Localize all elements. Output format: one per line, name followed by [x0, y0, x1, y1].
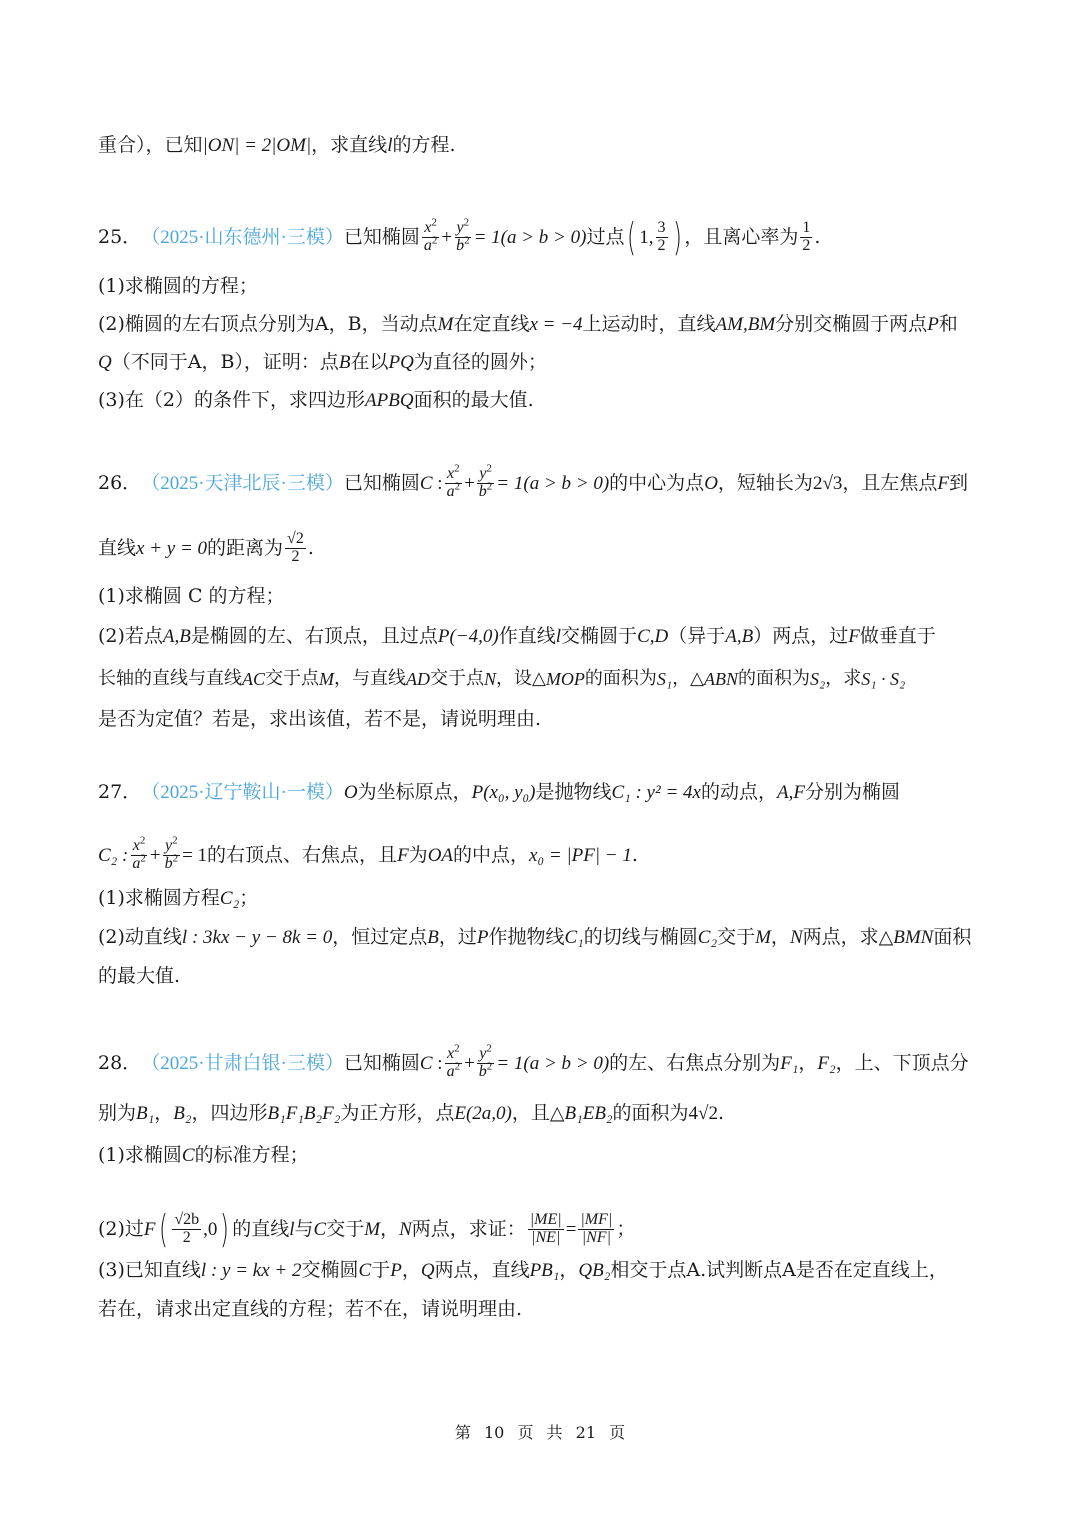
t: 交椭圆于	[561, 625, 638, 647]
footer-a: 第	[454, 1423, 471, 1442]
var-y: y	[479, 1045, 487, 1062]
t: ，	[559, 1259, 579, 1281]
t: = 1	[182, 844, 208, 866]
t: C₁	[564, 927, 584, 948]
t: ，与直线	[334, 668, 407, 689]
t: 面积	[933, 926, 972, 948]
t: E(2a,0)	[454, 1103, 512, 1124]
t: 是椭圆的左、右顶点，且过点	[190, 625, 438, 647]
q27-frac-y	[163, 834, 181, 873]
q28-stem-cont	[98, 1104, 984, 1123]
page-total: 21	[575, 1423, 597, 1442]
t: S₁	[656, 669, 673, 689]
t: |NF|	[581, 1228, 611, 1246]
t: ，	[770, 926, 790, 948]
t: A,F	[776, 782, 805, 803]
t: O	[704, 472, 718, 494]
t: AD	[406, 669, 431, 689]
q26-number: 26．	[98, 471, 142, 494]
t: 为	[408, 843, 428, 866]
t: √2b	[174, 1210, 200, 1228]
t: 的面积为	[737, 668, 810, 689]
var-a: a	[446, 1062, 455, 1080]
t: 于	[371, 1259, 391, 1281]
t: ，且△	[511, 1102, 565, 1124]
t: M	[364, 1218, 381, 1240]
t: Q	[420, 1260, 435, 1281]
t: 在以	[350, 351, 389, 373]
q27-stem	[98, 783, 984, 802]
q28-ratio1	[528, 1212, 564, 1247]
q25-ecc-frac	[800, 220, 812, 255]
var-x: x	[424, 218, 432, 236]
t: C₂ :	[98, 844, 129, 866]
t: (2)过	[98, 1217, 144, 1240]
t: 长轴的直线与直线	[98, 668, 242, 689]
t: (2)若点	[98, 625, 163, 647]
plus: +	[464, 1052, 475, 1074]
var-x: x	[447, 465, 455, 482]
t: 的左、右焦点分别为	[609, 1051, 781, 1074]
t: （不同于A，B），证明：点	[111, 351, 339, 373]
t: 为坐标原点，	[357, 781, 472, 803]
t: 已知椭圆	[343, 1051, 420, 1074]
t: ，	[380, 1217, 400, 1240]
q28-focus-frac	[172, 1212, 201, 1247]
q28-part3-end	[98, 1300, 984, 1319]
t: 别为	[98, 1102, 137, 1124]
t: C₂	[697, 927, 718, 948]
t: AM,BM	[715, 314, 776, 335]
t: C	[419, 472, 433, 494]
t: 交于	[717, 926, 756, 948]
sup-2: 2	[486, 1042, 492, 1055]
t: 的面积为	[584, 668, 657, 689]
q26-frac-x	[445, 462, 463, 501]
t: 交于点	[265, 668, 320, 689]
t: 交于	[326, 1217, 365, 1240]
top-eq: |ON| = 2|OM|	[202, 135, 312, 156]
q28-part2	[98, 1207, 984, 1251]
t: (2)动直线	[98, 926, 182, 948]
t: 到	[949, 471, 969, 494]
t: N	[399, 1218, 412, 1240]
q25-p1: (1)求椭圆的方程；	[98, 275, 258, 297]
plus: +	[441, 226, 453, 248]
t: S₂	[809, 669, 826, 689]
t: P	[927, 314, 939, 335]
t: （异于	[668, 625, 726, 647]
t: O	[343, 782, 358, 803]
t: ；	[239, 887, 259, 909]
q25-stem-pre: 已知椭圆	[343, 225, 420, 248]
q25-point-num: 3	[657, 218, 666, 236]
sup-2: 2	[140, 852, 146, 865]
var-x: x	[132, 837, 140, 854]
t: F₂	[817, 1052, 836, 1074]
t: ）两点，过	[753, 625, 849, 647]
sup-2: 2	[172, 834, 178, 847]
q25-ecc: ，且离心率为	[684, 225, 799, 248]
t: (1)求椭圆方程	[98, 887, 220, 909]
t: x = −4	[529, 314, 583, 335]
q28-part3	[98, 1261, 984, 1280]
q25-cond: = 1(a > b > 0)	[473, 226, 587, 248]
t: 的标准方程；	[194, 1144, 309, 1166]
t: B	[427, 927, 439, 948]
t: F	[397, 844, 409, 866]
t: x₀ = |PF| − 1	[529, 844, 632, 866]
top-l: l	[387, 135, 393, 156]
plus: +	[464, 472, 475, 494]
t: M	[437, 314, 454, 335]
sup-2: 2	[486, 1060, 493, 1073]
t: N	[789, 927, 803, 948]
t: C	[181, 1145, 195, 1166]
t: ，△	[672, 668, 704, 689]
t: .	[717, 1102, 725, 1124]
q25-part3	[98, 391, 984, 410]
t: QB₂	[578, 1260, 611, 1281]
t: 上运动时，直线	[582, 313, 716, 335]
q28-frac-y	[477, 1042, 495, 1081]
t: √2	[287, 530, 304, 547]
t: 为直径的圆外；	[413, 351, 547, 373]
q25-ecc-den: 2	[802, 236, 811, 254]
t: C,D	[637, 626, 669, 647]
page-footer	[0, 1420, 1080, 1443]
t: C	[419, 1052, 433, 1074]
t: ，求	[825, 668, 862, 689]
t: 作抛物线	[488, 926, 565, 948]
sup-2: 2	[454, 1060, 461, 1073]
t: 相交于点A.试判断点A是否在定直线上，	[610, 1259, 948, 1281]
t: B₁	[136, 1103, 155, 1124]
t: 的中心为点	[609, 471, 705, 494]
sup-2: 2	[139, 834, 146, 847]
t: 与	[294, 1217, 314, 1240]
t: .	[307, 536, 314, 559]
q27-number: 27．	[98, 781, 142, 803]
q27-stem-cont	[98, 834, 984, 873]
t: C₁ : y² = 4x	[611, 782, 701, 803]
footer-c: 共	[546, 1423, 563, 1442]
q28-ratio2	[578, 1212, 614, 1247]
t: 分别为椭圆	[804, 781, 900, 803]
t: APBQ	[365, 390, 414, 411]
t: l	[555, 626, 562, 647]
t: 的直线	[232, 1217, 290, 1240]
t: PB₁	[529, 1260, 560, 1281]
q28-source: （2025·甘肃白银·三模）	[141, 1052, 344, 1074]
t: 的中点，	[453, 843, 530, 866]
q27-frac-x	[130, 834, 148, 873]
t: 的动点，	[700, 781, 777, 803]
t: M	[755, 927, 771, 948]
q27-part2-end	[98, 967, 984, 986]
t: (1)求椭圆 C 的方程；	[98, 585, 285, 607]
t: B₂	[173, 1103, 192, 1124]
t: ，	[798, 1051, 818, 1074]
t: (1)求椭圆	[98, 1144, 182, 1166]
t: AC	[242, 669, 266, 689]
t: ,0	[203, 1218, 218, 1240]
footer-b: 页	[517, 1423, 534, 1442]
t: MOP	[545, 669, 585, 689]
q27-part1	[98, 889, 984, 908]
t: 4√2	[688, 1103, 718, 1124]
t: |ME|	[529, 1210, 562, 1228]
t: A,B	[725, 626, 754, 647]
t: ，短轴长为	[717, 471, 813, 494]
t: 已知椭圆	[343, 471, 420, 494]
t: A,B	[162, 626, 191, 647]
q28-part1	[98, 1146, 984, 1165]
var-y: y	[165, 837, 173, 854]
t: ，恒过定点	[332, 926, 428, 948]
sup-2: 2	[431, 234, 438, 247]
t: ，	[154, 1102, 174, 1124]
q26-stem-cont	[98, 531, 984, 566]
t: S₁ · S₂	[861, 669, 906, 689]
sup-2: 2	[454, 1042, 460, 1055]
t: ，	[401, 1259, 421, 1281]
t: 面积的最大值.	[413, 389, 534, 411]
t: .	[631, 843, 638, 866]
t: F	[848, 626, 860, 647]
q26-dist-frac	[285, 531, 306, 566]
q25-point-frac	[656, 220, 668, 255]
t: =	[565, 1218, 577, 1240]
t: 在定直线	[453, 313, 530, 335]
t: N	[484, 669, 497, 689]
var-b: b	[478, 1062, 487, 1080]
t: 是抛物线	[535, 781, 612, 803]
t: 作直线	[498, 625, 556, 647]
sup-2: 2	[454, 480, 461, 493]
q25-number: 25．	[98, 225, 142, 248]
t: PQ	[388, 352, 414, 373]
t: F	[143, 1218, 156, 1240]
t: ；	[616, 1217, 636, 1240]
sup-2: 2	[454, 462, 460, 475]
page-number: 10	[483, 1423, 505, 1442]
q27-part2	[98, 928, 984, 947]
q25-ecc-num: 1	[802, 218, 811, 236]
t: B₁EB₂	[564, 1103, 613, 1124]
q28-frac-x	[445, 1042, 463, 1081]
q26-part1	[98, 587, 984, 606]
q25-frac-x	[422, 216, 440, 255]
paren-open: (	[158, 1207, 168, 1251]
paren-open: (	[627, 215, 637, 259]
t: M	[319, 669, 335, 689]
var-b: b	[456, 236, 465, 254]
var-y: y	[479, 465, 487, 482]
t: P(−4,0)	[437, 626, 499, 647]
t: 两点，直线	[434, 1259, 530, 1281]
t: l : y = kx + 2	[200, 1260, 302, 1281]
q25-source: （2025·山东德州·三模）	[141, 226, 344, 248]
top-end: 的方程.	[392, 134, 456, 156]
t: F	[937, 472, 949, 494]
t: 直线	[98, 536, 137, 559]
q25-point-den: 2	[657, 236, 666, 254]
t: BMN	[893, 927, 934, 948]
t: C₂	[219, 888, 240, 909]
var-a: a	[132, 854, 141, 872]
t: OA	[427, 844, 454, 866]
t: (3)已知直线	[98, 1259, 201, 1281]
t: l : 3kx − y − 8k = 0	[181, 927, 333, 948]
top-suffix: ，求直线	[311, 134, 388, 156]
sup-2: 2	[464, 234, 470, 247]
q26-part2	[98, 627, 984, 646]
t: 若在，请求出定直线的方程；若不在，请说明理由.	[98, 1298, 523, 1320]
sup-2: 2	[486, 480, 493, 493]
q25-stem	[98, 215, 984, 259]
t: ，四边形	[191, 1102, 268, 1124]
t: 的距离为	[207, 536, 284, 559]
sup-2: 2	[172, 852, 179, 865]
t: x + y = 0	[136, 537, 208, 559]
q26-stem: 26． （2025·天津北辰·三模） 已知椭圆 C : $\frac{x^2}{a^2}$ + $\frac{y^2}{b^2}$ = 1(a > b > 0) 的中心为点 O ，短轴长为 2√3 ，且左焦点 F 到	[98, 462, 969, 500]
q26-frac-y	[477, 462, 495, 501]
plus: +	[149, 844, 161, 866]
q25-pass: 过点	[586, 225, 625, 248]
t: P	[390, 1260, 402, 1281]
t: (2)椭圆的左右顶点分别为A，B，当动点	[98, 313, 438, 335]
t: 和	[938, 313, 958, 335]
t: C	[358, 1260, 372, 1281]
q25-frac-y	[454, 216, 472, 255]
t: ，上、下顶点分	[835, 1051, 969, 1074]
t: = 1(a > b > 0)	[496, 1052, 610, 1074]
var-a: a	[423, 236, 432, 254]
t: 的右顶点、右焦点，且	[207, 843, 398, 866]
t: 2√3	[812, 472, 843, 494]
q26-part2-end	[98, 710, 984, 729]
q25-point-x: 1,	[639, 226, 654, 248]
var-b: b	[478, 482, 487, 500]
t: 的切线与椭圆	[583, 926, 698, 948]
q27-source: （2025·辽宁鞍山·一模）	[141, 782, 344, 803]
t: 交于点	[430, 668, 485, 689]
paren-close: )	[220, 1207, 230, 1251]
t: |NE|	[531, 1228, 561, 1246]
top-prefix: 重合），已知	[98, 134, 203, 156]
t: P	[476, 927, 489, 948]
q28-number: 28．	[98, 1051, 142, 1074]
q26-source: （2025·天津北辰·三模）	[141, 472, 344, 494]
var-y: y	[456, 218, 464, 236]
t: l	[289, 1218, 295, 1240]
q25-end: .	[814, 225, 821, 248]
t: F₁	[780, 1052, 799, 1074]
t: 两点，求证：	[411, 1217, 526, 1240]
t: 是否为定值？若是，求出该值，若不是，请说明理由.	[98, 708, 542, 730]
t: ，且左焦点	[842, 471, 938, 494]
paren-close: )	[672, 215, 682, 259]
t: 2	[182, 1228, 191, 1246]
t: B₁F₁B₂F₂	[267, 1103, 341, 1124]
sup-2: 2	[486, 462, 492, 475]
t: 的最大值.	[98, 965, 181, 987]
t: P(x₀, y₀)	[471, 782, 536, 803]
var-a: a	[446, 482, 455, 500]
t: 两点，求△	[802, 926, 894, 948]
t: Q	[98, 352, 112, 373]
t: 的面积为	[612, 1102, 689, 1124]
t: 分别交椭圆于两点	[775, 313, 928, 335]
sup-2: 2	[431, 216, 437, 229]
q26-part2-cont	[98, 670, 984, 688]
t: 为正方形，点	[340, 1102, 455, 1124]
top-line	[98, 136, 984, 155]
q25-part2	[98, 315, 984, 334]
sup-2: 2	[463, 216, 470, 229]
t: = 1(a > b > 0)	[496, 472, 610, 494]
t: 2	[291, 547, 300, 565]
t: 做垂直于	[859, 625, 936, 647]
var-x: x	[447, 1045, 455, 1062]
t: ，过	[438, 926, 477, 948]
q28-stem: 28． （2025·甘肃白银·三模） 已知椭圆 C : $\frac{x^2}{a^2}$ + $\frac{y^2}{b^2}$ = 1(a > b > 0) 的左、右焦点分别为 F₁ ， F₂ ，上、下顶点分	[98, 1042, 969, 1080]
t: |MF|	[580, 1210, 613, 1228]
t: 交椭圆	[301, 1259, 359, 1281]
q25-part2-cont	[98, 353, 984, 372]
footer-d: 页	[609, 1423, 626, 1442]
t: (3)在（2）的条件下，求四边形	[98, 389, 366, 411]
t: B	[338, 352, 351, 373]
t: ，设△	[496, 668, 546, 689]
t: ABN	[703, 669, 738, 689]
var-b: b	[164, 854, 173, 872]
t: C	[313, 1218, 327, 1240]
q25-part1	[98, 277, 984, 296]
